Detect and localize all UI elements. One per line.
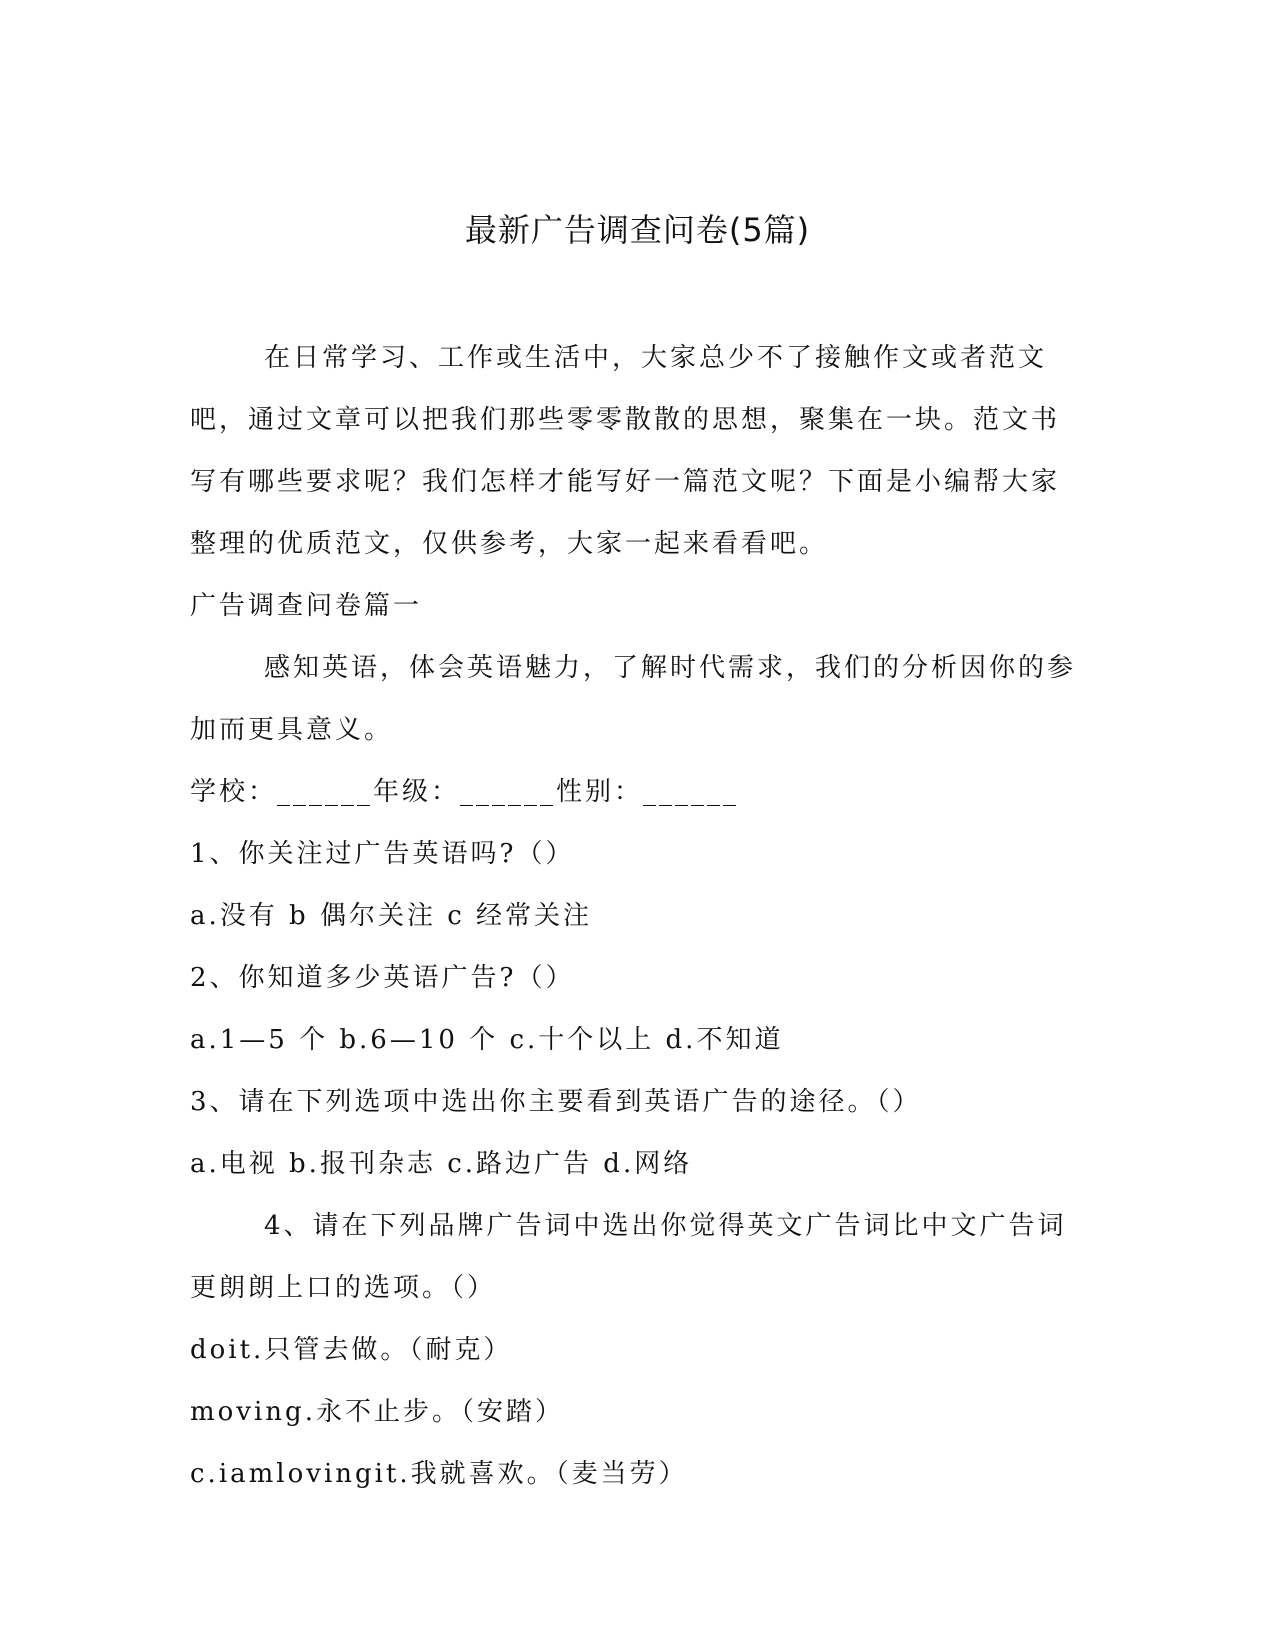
question-2: 2、你知道多少英语广告?（）: [190, 963, 575, 993]
question-4-item: c.iamlovingit.我就喜欢。（麦当劳）: [190, 1459, 688, 1489]
lead-paragraph: 感知英语，体会英语魅力，了解时代需求，我们的分析因你的参加而更具意义。: [190, 653, 1077, 745]
document-title: 最新广告调查问卷(5篇): [464, 211, 811, 249]
document-body: [190, 327, 1080, 1505]
question-3-options: a.电视 b.报刊杂志 c.路边广告 d.网络: [190, 1149, 693, 1179]
question-2-options: a.1—5 个 b.6—10 个 c.十个以上 d.不知道: [190, 1025, 784, 1055]
intro-paragraph: 在日常学习、工作或生活中，大家总少不了接触作文或者范文吧，通过文章可以把我们那些零零散散的思想，聚集在一块。范文书写有哪些要求呢？我们怎样才能写好一篇范文呢？下面是小编帮大家整理的优质范文，仅供参考，大家一起来看看吧。: [190, 343, 1061, 559]
section-heading: 广告调查问卷篇一: [190, 591, 423, 621]
question-4: 4、请在下列品牌广告词中选出你觉得英文广告词比中文广告词更朗朗上口的选项。（）: [190, 1211, 1067, 1303]
question-4-item: doit.只管去做。（耐克）: [190, 1335, 513, 1365]
question-4-item: moving.永不止步。（安踏）: [190, 1397, 564, 1427]
question-1-options: a.没有 b 偶尔关注 c 经常关注: [190, 901, 593, 931]
question-1: 1、你关注过广告英语吗?（）: [190, 839, 575, 869]
question-3: 3、请在下列选项中选出你主要看到英语广告的途径。（）: [190, 1087, 922, 1117]
info-line: 学校：______年级：______性别：______: [190, 777, 740, 807]
